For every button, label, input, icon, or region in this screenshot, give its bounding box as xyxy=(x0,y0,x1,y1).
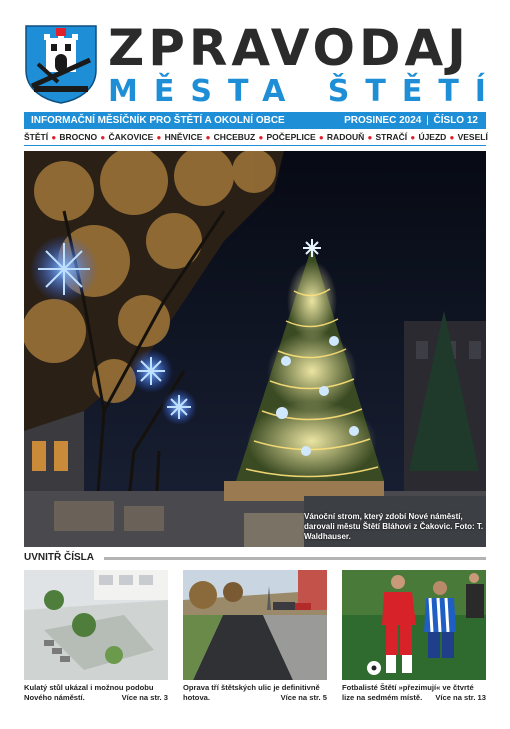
article-caption xyxy=(183,683,327,702)
info-bar xyxy=(24,112,486,129)
bullet-dot-icon: ● xyxy=(205,132,211,142)
bullet-dot-icon: ● xyxy=(449,132,455,142)
cover-photo xyxy=(24,151,486,547)
bullet-dot-icon: ● xyxy=(318,132,324,142)
article-caption-text: Fotbalisté Štětí »přezimují« ve čtvrté lize na sedmém místě. xyxy=(342,683,474,702)
article-thumbnail-street[interactable] xyxy=(183,570,327,680)
village-item: RADOUŇ xyxy=(326,132,365,142)
bullet-dot-icon: ● xyxy=(156,132,162,142)
village-item: VESELÍ xyxy=(457,132,488,142)
village-item: CHCEBUZ xyxy=(213,132,256,142)
section-divider xyxy=(104,557,486,560)
villages-list xyxy=(24,131,488,143)
bullet-dot-icon: ● xyxy=(51,132,57,142)
issue-number: ČÍSLO 12 xyxy=(433,115,478,126)
bullet-dot-icon: ● xyxy=(258,132,264,142)
bullet-dot-icon: ● xyxy=(367,132,373,142)
article-more-link[interactable]: Více na str. 5 xyxy=(280,692,327,702)
article-thumbnail-football[interactable] xyxy=(342,570,486,680)
bullet-dot-icon: ● xyxy=(410,132,416,142)
article-caption-text: Kulatý stůl ukázal i možnou podobu Nového náměstí. xyxy=(24,683,154,702)
masthead-subtitle: MĚSTA ŠTĚTÍ xyxy=(108,74,502,109)
village-item: ÚJEZD xyxy=(418,132,447,142)
issue-month: PROSINEC 2024 xyxy=(344,115,422,126)
article-thumbnail-square[interactable] xyxy=(24,570,168,680)
town-crest-logo xyxy=(24,24,98,104)
article-caption xyxy=(24,683,168,702)
article-caption-text: Oprava tří štětských ulic je definitivně hotova. xyxy=(183,683,320,702)
cover-photo-caption: Vánoční strom, který zdobí Nové náměstí, darovali městu Štětí Bláhovi z Čakovic. Foto: T. Waldhauser. xyxy=(304,512,484,541)
village-item: STRAČÍ xyxy=(375,132,408,142)
bullet-dot-icon: ● xyxy=(100,132,106,142)
village-item: BROCNO xyxy=(59,132,98,142)
section-title: UVNITŘ ČÍSLA xyxy=(24,552,94,563)
masthead-title: ZPRAVODAJ xyxy=(108,19,470,77)
article-more-link[interactable]: Více na str. 13 xyxy=(435,692,486,702)
header-divider xyxy=(24,145,486,146)
article-caption xyxy=(342,683,486,702)
village-item: HNĚVICE xyxy=(164,132,203,142)
publication-tagline: INFORMAČNÍ MĚSÍČNÍK PRO ŠTĚTÍ A OKOLNÍ OBCE xyxy=(31,115,285,126)
village-item: POČEPLICE xyxy=(266,132,316,142)
issue-separator: | xyxy=(426,115,429,126)
village-item: ŠTĚTÍ xyxy=(24,132,49,142)
village-item: ČAKOVICE xyxy=(108,132,154,142)
issue-info xyxy=(344,112,478,129)
article-more-link[interactable]: Více na str. 3 xyxy=(121,692,168,702)
